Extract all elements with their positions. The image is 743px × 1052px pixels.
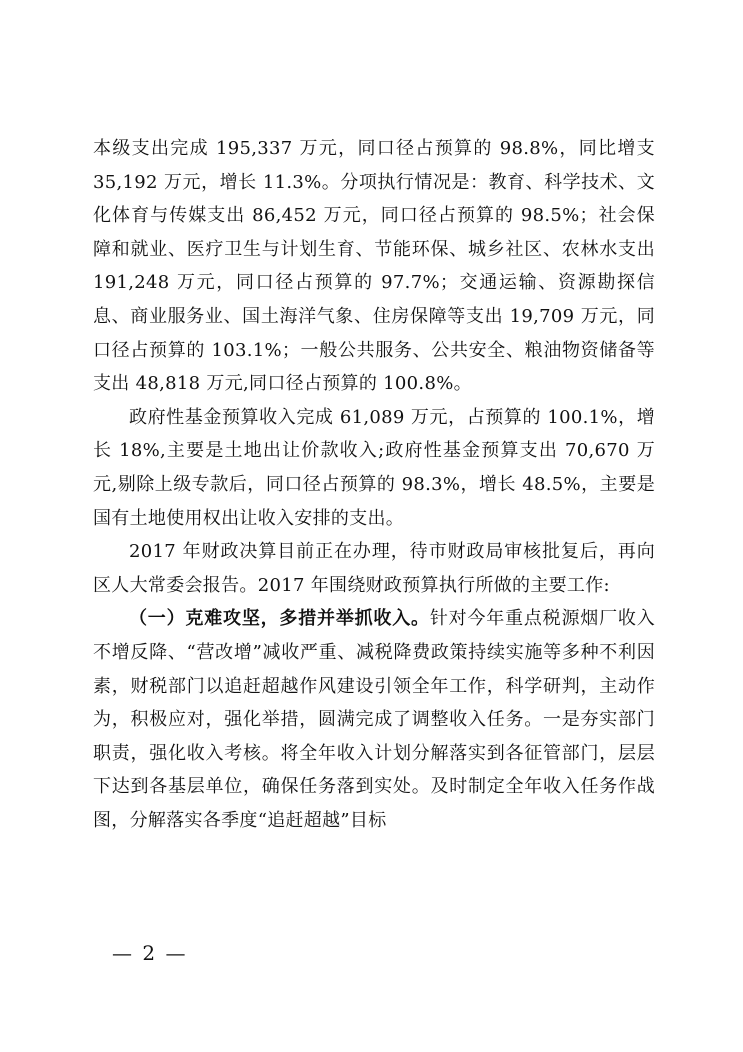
paragraph-final-accounts: 2017 年财政决算目前正在办理，待市财政局审核批复后，再向区人大常委会报告。2017 年围绕财政预算执行所做的主要工作: — [93, 541, 655, 596]
paragraph-expenditure: 本级支出完成 195,337 万元，同口径占预算的 98.8%，同比增支 35,192 万元，增长 11.3%。分项执行情况是：教育、科学技术、文化体育与传媒支出 86,452 万元，同口径占预算的 98.5%；社会保障和就业、医疗卫生与计划生育、节能环保、城乡社区、农林水支出 191,248 万元，同口径占预算的 97.7%；交通运输、资源勘探信息、商业服务业、国土海洋气象、住房保障等支出 19,709 万元，同口径占预算的 103.1%；一般公共服务、公共安全、粮油物资储备等支出 48,818 万元,同口径占预算的 100.8%。 — [93, 138, 655, 395]
section-body: 针对今年重点税源烟厂收入不增反降、“营改增”减收严重、减税降费政策持续实施等多种不利因素，财税部门以追赶超越作风建设引领全年工作，科学研判，主动作为，积极应对，强化举措，圆满完成了调整收入任务。一是夯实部门职责，强化收入考核。将全年收入计划分解落实到各征管部门，层层下达到各基层单位，确保任务落到实处。及时制定全年收入任务作战图，分解落实各季度“追赶超越”目标 — [93, 608, 655, 831]
paragraph-fund-budget: 政府性基金预算收入完成 61,089 万元，占预算的 100.1%，增长 18%,主要是土地出让价款收入;政府性基金预算支出 70,670 万元,剔除上级专款后，同口径占预算的 98.3%，增长 48.5%，主要是国有土地使用权出让收入安排的支出。 — [93, 406, 655, 529]
page-number: — 2 — — [112, 941, 188, 965]
paragraph-revenue-section — [93, 602, 655, 837]
document-body — [93, 132, 655, 837]
section-heading: （一）克难攻坚，多措并举抓收入。 — [129, 608, 430, 630]
